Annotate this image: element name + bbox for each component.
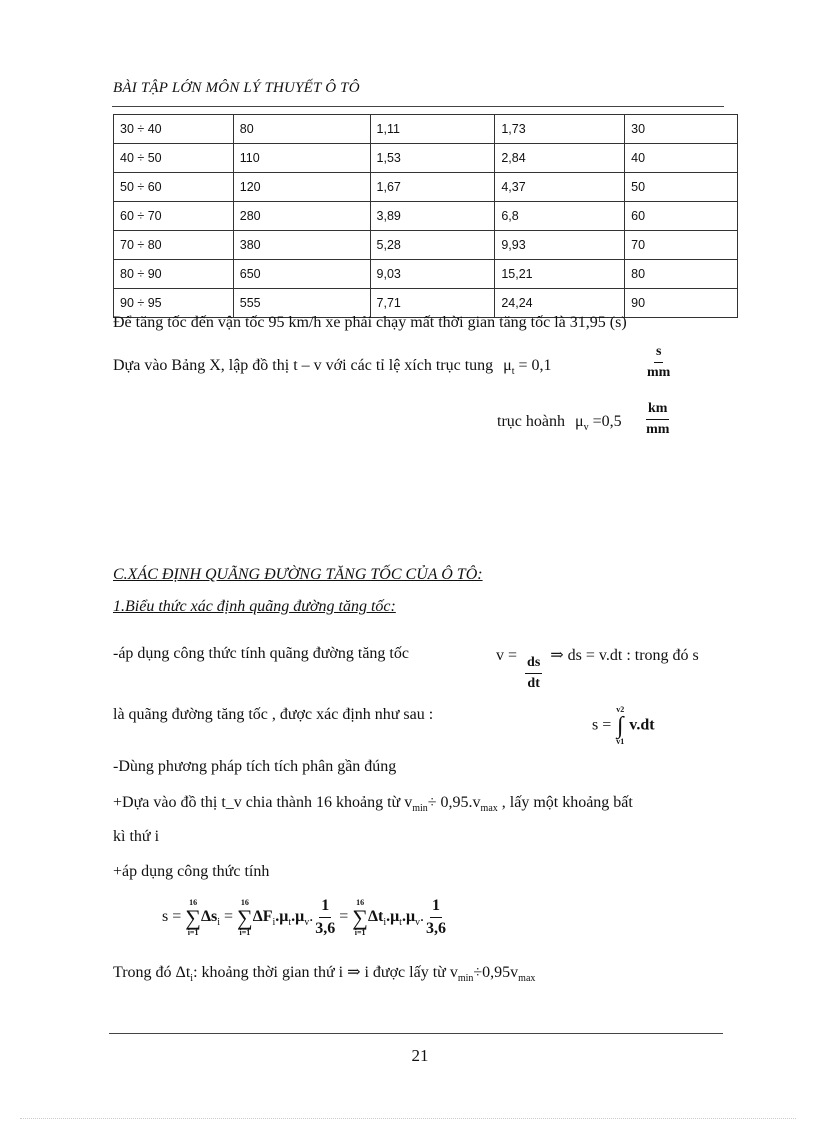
table-row: [114, 260, 738, 289]
table-cell: 80 ÷ 90: [114, 260, 234, 289]
approximate-integration-method: -Dùng phương pháp tích tích phân gần đúng: [113, 758, 397, 775]
interval-text-c: , lấy một khoảng bất: [497, 794, 633, 811]
integral-upper-limit: v2: [616, 705, 625, 714]
document-header: BÀI TẬP LỚN MÔN LÝ THUYẾT Ô TÔ: [113, 80, 360, 96]
table-cell: 80: [233, 115, 370, 144]
distance-definition: là quãng đường tăng tốc , được xác định như sau :: [113, 706, 434, 723]
sum-lhs: s =: [162, 908, 182, 926]
table-row: [114, 231, 738, 260]
integral-lhs: s =: [592, 716, 612, 734]
mu-1-sub: t: [288, 917, 292, 929]
delta-t-sub: i: [383, 917, 387, 929]
sum1-sigma: ∑: [185, 904, 201, 930]
distance-integral: [592, 706, 655, 746]
table-cell: 5,28: [370, 231, 495, 260]
acceleration-time-sentence: Để tăng tốc đến vận tốc 95 km/h xe phải chạy mất thời gian tăng tốc là 31,95 (s): [113, 314, 627, 331]
table-cell: 3,89: [370, 202, 495, 231]
integral-expression: v.dt: [629, 716, 655, 734]
table-cell: 24,24: [495, 289, 625, 318]
graph-scale-sentence: [113, 357, 552, 377]
table-cell: 110: [233, 144, 370, 173]
table-row: [114, 173, 738, 202]
sum2-lower: i=1: [239, 927, 251, 937]
table-cell: 380: [233, 231, 370, 260]
integral-lower-limit: v1: [616, 737, 625, 746]
graph-scale-text: Dựa vào Bảng X, lập đồ thị t – v với các tỉ lệ xích trục tung: [113, 357, 494, 374]
mu-v-unit-denominator: mm: [646, 422, 670, 437]
formula-intro: -áp dụng công thức tính quãng đường tăng tốc: [113, 645, 409, 662]
table-cell: 70: [625, 231, 738, 260]
mu-t-unit-numerator: s: [654, 345, 663, 363]
table-cell: 1,67: [370, 173, 495, 202]
mu-t-unit-fraction: [647, 345, 670, 380]
mu-v-symbol: μ: [574, 413, 584, 430]
table-cell: 555: [233, 289, 370, 318]
mu-t-value: = 0,1: [518, 357, 552, 374]
delta-t-term: Δt: [367, 908, 384, 926]
table-cell: 30: [625, 115, 738, 144]
table-cell: 40 ÷ 50: [114, 144, 234, 173]
sum2-upper: 16: [240, 897, 249, 907]
frac-b-num: 1: [430, 898, 442, 918]
v-max-subscript: max: [480, 803, 498, 814]
frac-b-den: 3,6: [426, 920, 447, 937]
mu-4-sub: v: [415, 917, 421, 929]
table-row: [114, 144, 738, 173]
table-cell: 4,37: [495, 173, 625, 202]
frac-a-num: 1: [319, 898, 331, 918]
frac-a-den: 3,6: [315, 920, 336, 937]
table-cell: 30 ÷ 40: [114, 115, 234, 144]
mu-2: .μ: [291, 908, 305, 926]
page-bottom-border: [20, 1118, 796, 1119]
page-number: 21: [411, 1046, 429, 1065]
horizontal-axis-label: trục hoành: [497, 413, 565, 430]
table-cell: 1,53: [370, 144, 495, 173]
where-text: Trong đó Δt: [113, 964, 191, 981]
sum1-upper: 16: [189, 897, 198, 907]
table-row: [114, 202, 738, 231]
ds-numerator: ds: [525, 656, 542, 674]
mu-2-sub: v: [304, 917, 310, 929]
sum3-lower: i=1: [354, 927, 366, 937]
mu-v-value: =0,5: [592, 413, 622, 430]
interval-text-a: +Dựa vào đồ thị t_v chia thành 16 khoảng từ v: [113, 794, 413, 811]
table-cell: 70 ÷ 80: [114, 231, 234, 260]
delta-s-term: Δs: [200, 908, 218, 926]
sum-symbol-3: [352, 899, 368, 937]
mu-v-unit-numerator: km: [646, 402, 669, 420]
integral-sign: [616, 706, 624, 746]
interval-continuation: kì thứ i: [113, 828, 160, 845]
velocity-lhs: v =: [496, 647, 518, 664]
mu-v-subscript: v: [583, 422, 589, 433]
table-row: [114, 115, 738, 144]
delta-t-definition: [113, 962, 535, 984]
mu-3-sub: t: [399, 917, 402, 929]
table-cell: 120: [233, 173, 370, 202]
header-rule: [112, 106, 724, 107]
table-cell: 80: [625, 260, 738, 289]
one-over-3-6-a: [315, 898, 335, 937]
sum2-sigma: ∑: [237, 904, 253, 930]
interval-division-line: [113, 794, 633, 814]
mu-1: .μ: [275, 908, 289, 926]
v-min-subscript: min: [412, 803, 428, 814]
table-cell: 1,73: [495, 115, 625, 144]
delta-f-sub: i: [272, 917, 276, 929]
table-cell: 6,8: [495, 202, 625, 231]
table-cell: 7,71: [370, 289, 495, 318]
integral-symbol: ∫: [616, 713, 624, 739]
dt-denominator: dt: [527, 676, 540, 691]
table-cell: 40: [625, 144, 738, 173]
table-cell: 650: [233, 260, 370, 289]
mu-4: .μ: [401, 908, 416, 926]
acceleration-table: [113, 114, 738, 318]
sum3-upper: 16: [356, 897, 365, 907]
mu-t-subscript: t: [511, 366, 515, 377]
delta-s-sub: i: [217, 917, 220, 929]
sum3-sigma: ∑: [352, 904, 368, 930]
distance-sum-formula: s = 16 ∑ i=1 $\Delta s_i$ = 16 ∑ i=1 $\Delta F_i.\mu_t.\mu_v$. $\frac{1}{3,6}$ = 16 ∑ i=1 $\Delta t_i.\mu_t.\mu_v$. $\frac{1}{3,6}$: [162, 897, 447, 937]
delta-t-i-sub: i: [190, 973, 194, 984]
velocity-rhs: ⇒ ds = v.dt : trong đó s: [550, 647, 699, 664]
mu-t-symbol: μ: [503, 357, 512, 374]
table-cell: 9,93: [495, 231, 625, 260]
table-cell: 50 ÷ 60: [114, 173, 234, 202]
footer-rule: [109, 1033, 723, 1034]
range-text: ÷0,95v: [473, 964, 519, 981]
table-cell: 15,21: [495, 260, 625, 289]
mu-v-unit-fraction: [646, 402, 669, 437]
table-cell: 90: [625, 289, 738, 318]
section-c-title: C.XÁC ĐỊNH QUÃNG ĐƯỜNG TĂNG TỐC CỦA Ô TÔ:: [113, 566, 483, 583]
table-cell: 1,11: [370, 115, 495, 144]
interval-text-b: ÷ 0,95.v: [427, 794, 481, 811]
v-min-sub-2: min: [457, 973, 474, 984]
ds-dt-fraction: [525, 656, 542, 691]
v-max-sub-2: max: [518, 973, 536, 984]
mu-3: .μ: [386, 908, 400, 926]
apply-formula-line: +áp dụng công thức tính: [113, 863, 270, 880]
delta-f-term: ΔF: [252, 908, 273, 926]
table-cell: 9,03: [370, 260, 495, 289]
section-c-subtitle: 1.Biểu thức xác định quãng đường tăng tốc:: [113, 598, 396, 615]
one-over-3-6-b: [426, 898, 446, 937]
table-cell: 60: [625, 202, 738, 231]
horizontal-axis-scale: [497, 413, 622, 433]
sum-symbol-2: [237, 899, 253, 937]
table-cell: 50: [625, 173, 738, 202]
delta-t-desc: : khoảng thời gian thứ i ⇒ i được lấy từ v: [193, 964, 458, 981]
sum1-lower: i=1: [187, 927, 199, 937]
equals-2: =: [339, 908, 349, 926]
table-cell: 60 ÷ 70: [114, 202, 234, 231]
table-cell: 90 ÷ 95: [114, 289, 234, 318]
table-cell: 280: [233, 202, 370, 231]
table-cell: 2,84: [495, 144, 625, 173]
velocity-formula: [496, 645, 699, 691]
mu-t-unit-denominator: mm: [647, 365, 671, 380]
sum-symbol-1: [185, 899, 201, 937]
equals-1: =: [223, 908, 234, 926]
